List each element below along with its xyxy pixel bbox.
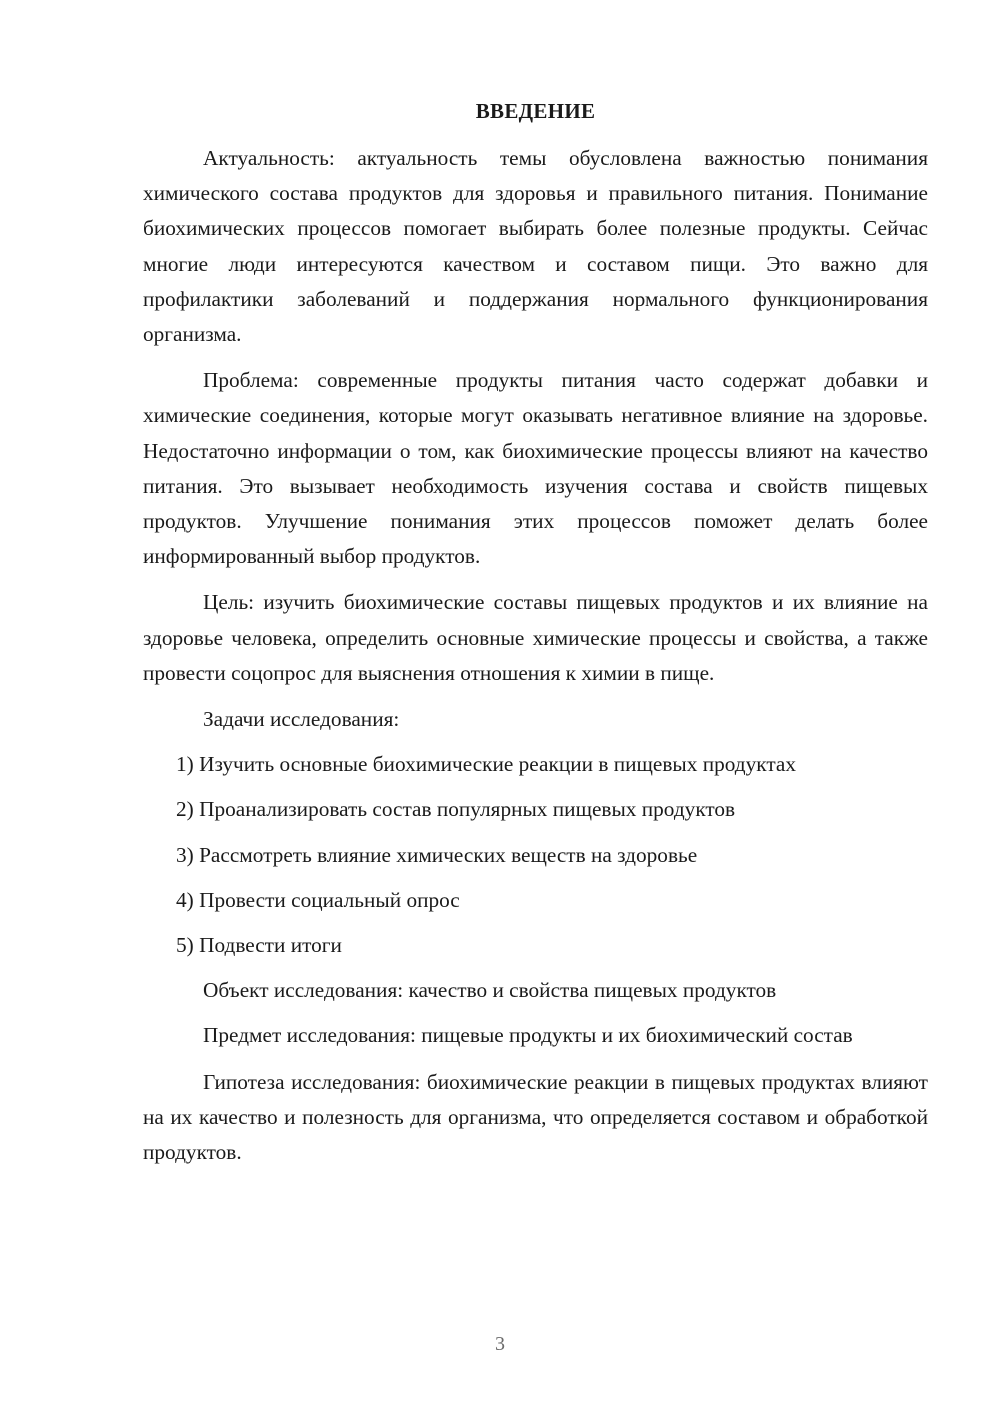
- problem-paragraph: Проблема: современные продукты питания часто содержат добавки и химические соединения, которые могут оказывать негативное влияние на здоровье. Недостаточно информации о том, как биохимические процессы влияют на качество питания. Это вызывает необходимость изучения состава и свойств пищевых продуктов. Улучшение понимания этих процессов поможет делать более информированный выбор продуктов.: [143, 368, 928, 569]
- relevance-paragraph: Актуальность: актуальность темы обусловлена важностью понимания химического состава продуктов для здоровья и правильного питания. Понимание биохимических процессов помогает выбирать более полезные продукты. Сейчас многие люди интересуются качеством и составом пищи. Это важно для профилактики заболеваний и поддержания нормального функционирования организма.: [143, 146, 928, 347]
- section-heading: ВВЕДЕНИЕ: [475, 99, 596, 123]
- object-paragraph: Объект исследования: качество и свойства пищевых продуктов: [203, 978, 777, 1003]
- list-item: 5) Подвести итоги: [176, 933, 342, 958]
- subject-paragraph: Предмет исследования: пищевые продукты и их биохимический состав: [203, 1023, 853, 1048]
- page-number: 3: [495, 1333, 505, 1355]
- list-item: 2) Проанализировать состав популярных пищевых продуктов: [176, 797, 736, 822]
- tasks-title: Задачи исследования:: [203, 707, 400, 732]
- list-item: 1) Изучить основные биохимические реакции в пищевых продуктах: [176, 752, 797, 777]
- goal-paragraph: Цель: изучить биохимические составы пищевых продуктов и их влияние на здоровье человека, определить основные химические процессы и свойства, а также провести соцопрос для выяснения отношения к химии в пище.: [143, 590, 928, 685]
- list-item: 3) Рассмотреть влияние химических веществ на здоровье: [176, 842, 698, 867]
- tasks-list: [143, 747, 928, 963]
- document-page: [143, 94, 928, 1181]
- list-item: 4) Провести социальный опрос: [176, 887, 460, 912]
- hypothesis-paragraph: Гипотеза исследования: биохимические реакции в пищевых продуктах влияют на их качество и полезность для организма, что определяется составом и обработкой продуктов.: [143, 1069, 928, 1165]
